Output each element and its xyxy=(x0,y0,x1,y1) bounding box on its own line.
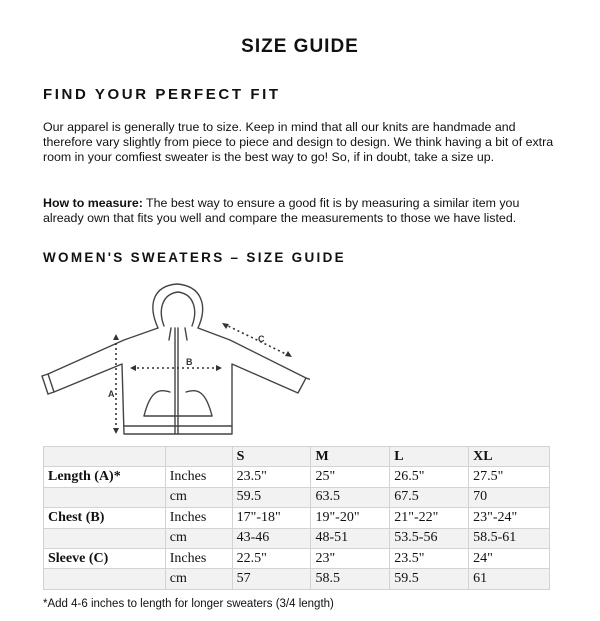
size-header-cell: S xyxy=(232,447,311,467)
value-cell: 17"-18" xyxy=(232,508,311,528)
measure-line-c xyxy=(224,324,290,356)
value-cell: 63.5 xyxy=(311,487,390,507)
value-cell: 48-51 xyxy=(311,528,390,548)
value-cell: 58.5 xyxy=(311,569,390,589)
unit-cell: cm xyxy=(165,487,232,507)
value-cell: 53.5-56 xyxy=(390,528,469,548)
row-label xyxy=(44,528,166,548)
size-header-cell: M xyxy=(311,447,390,467)
value-cell: 21"-22" xyxy=(390,508,469,528)
row-label: Length (A)* xyxy=(44,467,166,487)
value-cell: 23" xyxy=(311,548,390,568)
hoodie-body-outline xyxy=(48,328,306,434)
value-cell: 59.5 xyxy=(390,569,469,589)
value-cell: 22.5" xyxy=(232,548,311,568)
women-heading: WOMEN'S SWEATERS – SIZE GUIDE xyxy=(43,250,346,265)
table-row xyxy=(44,487,550,507)
value-cell: 67.5 xyxy=(390,487,469,507)
size-header-cell: L xyxy=(390,447,469,467)
measure-label: How to measure: xyxy=(43,196,143,210)
table-row xyxy=(44,569,550,589)
unit-cell: Inches xyxy=(165,467,232,487)
table-row xyxy=(44,528,550,548)
fit-heading: FIND YOUR PERFECT FIT xyxy=(43,86,281,103)
hoodie-diagram-icon xyxy=(40,280,310,445)
value-cell: 27.5" xyxy=(469,467,550,487)
diagram-label-c: C xyxy=(258,334,265,344)
value-cell: 24" xyxy=(469,548,550,568)
row-label: Chest (B) xyxy=(44,508,166,528)
diagram-label-b: B xyxy=(186,357,193,367)
size-header-cell: XL xyxy=(469,447,550,467)
unit-cell: cm xyxy=(165,528,232,548)
table-row xyxy=(44,467,550,487)
size-table xyxy=(43,446,550,590)
unit-cell: Inches xyxy=(165,548,232,568)
unit-cell: cm xyxy=(165,569,232,589)
footnote: *Add 4-6 inches to length for longer sweaters (3/4 length) xyxy=(43,598,334,610)
row-label: Sleeve (C) xyxy=(44,548,166,568)
intro-paragraph: Our apparel is generally true to size. Keep in mind that all our knits are handmade and therefore vary slightly from piece to piece and design to design. We think having a bit of extra room in your comfiest sweater is the best way to go! So, if in doubt, take a size up. xyxy=(43,120,554,164)
value-cell: 70 xyxy=(469,487,550,507)
value-cell: 23.5" xyxy=(232,467,311,487)
diagram-label-a: A xyxy=(108,389,115,399)
page-title: SIZE GUIDE xyxy=(241,36,359,57)
hood-inner xyxy=(161,292,194,326)
value-cell: 26.5" xyxy=(390,467,469,487)
table-row xyxy=(44,508,550,528)
value-cell: 25" xyxy=(311,467,390,487)
value-cell: 19"-20" xyxy=(311,508,390,528)
row-label xyxy=(44,569,166,589)
value-cell: 57 xyxy=(232,569,311,589)
row-label xyxy=(44,487,166,507)
value-cell: 59.5 xyxy=(232,487,311,507)
value-cell: 23.5" xyxy=(390,548,469,568)
value-cell: 43-46 xyxy=(232,528,311,548)
table-row xyxy=(44,548,550,568)
value-cell: 58.5-61 xyxy=(469,528,550,548)
value-cell: 61 xyxy=(469,569,550,589)
hood-outline xyxy=(153,284,203,328)
measure-text: The best way to ensure a good fit is by measuring a similar item you already own that fits you well and compare the measurements to those we have listed. xyxy=(43,196,520,225)
unit-cell: Inches xyxy=(165,508,232,528)
value-cell: 23"-24" xyxy=(469,508,550,528)
measure-paragraph xyxy=(43,196,563,226)
size-header-row xyxy=(44,447,550,467)
